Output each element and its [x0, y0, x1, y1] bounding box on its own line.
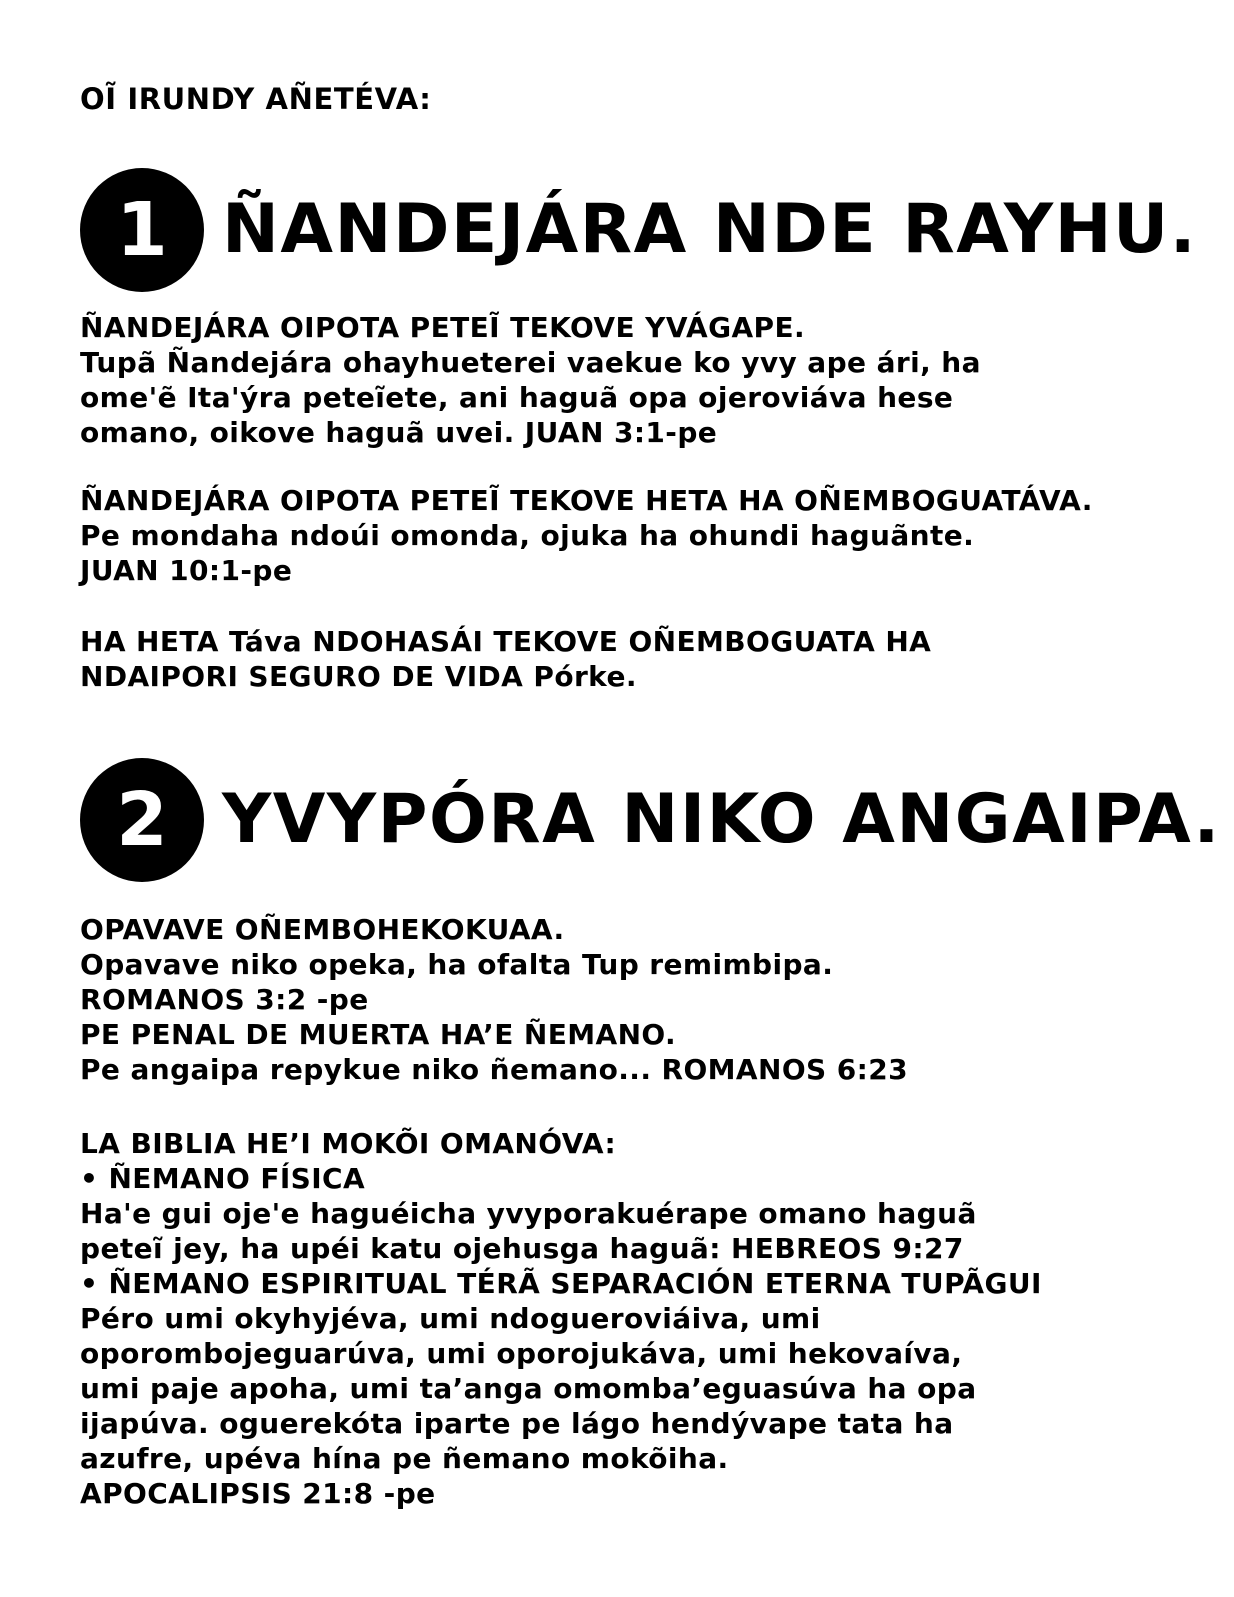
paragraph-line: azufre, upéva hína pe ñemano mokõiha. — [80, 1442, 729, 1475]
bullet-item: • ÑEMANO FÍSICA — [80, 1162, 366, 1195]
paragraph-line: ijapúva. oguerekóta iparte pe lágo hendývape tata ha — [80, 1407, 954, 1440]
paragraph-line: JUAN 10:1-pe — [80, 554, 293, 587]
paragraph-line: oporombojeguarúva, umi oporojukáva, umi hekovaíva, — [80, 1337, 963, 1370]
paragraph — [80, 483, 1200, 588]
paragraph-line: ROMANOS 3:2 -pe — [80, 983, 369, 1016]
paragraph-line: NDAIPORI SEGURO DE VIDA Pórke. — [80, 660, 637, 693]
section-heading-text: YVYPÓRA NIKO ANGAIPA. — [222, 780, 1221, 859]
paragraph — [80, 1126, 1200, 1511]
paragraph-line: APOCALIPSIS 21:8 -pe — [80, 1477, 436, 1510]
paragraph-line: ÑANDEJÁRA OIPOTA PETEĨ TEKOVE HETA HA OÑEMBOGUATÁVA. — [80, 484, 1093, 517]
paragraph-line: Ha'e gui oje'e haguéicha yvyporakuérape omano haguã — [80, 1197, 977, 1230]
paragraph-line: umi paje apoha, umi ta’anga omomba’eguasúva ha opa — [80, 1372, 977, 1405]
paragraph-line: ÑANDEJÁRA OIPOTA PETEĨ TEKOVE YVÁGAPE. — [80, 311, 806, 344]
section-number-badge: 1 — [80, 168, 204, 292]
paragraph-line: peteĩ jey, ha upéi katu ojehusga haguã: HEBREOS 9:27 — [80, 1232, 964, 1265]
paragraph — [80, 310, 1200, 450]
section-1-heading — [80, 168, 1197, 292]
page-title: OĨ IRUNDY AÑETÉVA: — [80, 82, 432, 116]
paragraph — [80, 912, 1200, 1087]
paragraph-line: OPAVAVE OÑEMBOHEKOKUAA. — [80, 913, 565, 946]
bullet-item: • ÑEMANO ESPIRITUAL TÉRÃ SEPARACIÓN ETERNA TUPÃGUI — [80, 1267, 1042, 1300]
paragraph — [80, 624, 1200, 694]
paragraph-line: PE PENAL DE MUERTA HA’E ÑEMANO. — [80, 1018, 677, 1051]
paragraph-line: omano, oikove haguã uvei. JUAN 3:1-pe — [80, 416, 718, 449]
paragraph-line: Opavave niko opeka, ha ofalta Tup remimbipa. — [80, 948, 834, 981]
tract-page — [80, 0, 1221, 1597]
paragraph-line: ome'ẽ Ita'ýra peteĩete, ani haguã opa ojeroviáva hese — [80, 381, 954, 414]
section-number-badge: 2 — [80, 758, 204, 882]
paragraph-line: Pe angaipa repykue niko ñemano... ROMANOS 6:23 — [80, 1053, 908, 1086]
paragraph-line: LA BIBLIA HE’I MOKÕI OMANÓVA: — [80, 1127, 617, 1160]
section-2-heading — [80, 758, 1221, 882]
paragraph-line: Pe mondaha ndoúi omonda, ojuka ha ohundi haguãnte. — [80, 519, 975, 552]
paragraph-line: Tupã Ñandejára ohayhueterei vaekue ko yvy ape ári, ha — [80, 346, 981, 379]
section-heading-text: ÑANDEJÁRA NDE RAYHU. — [222, 190, 1198, 269]
paragraph-line: Péro umi okyhyjéva, umi ndogueroviáiva, umi — [80, 1302, 821, 1335]
paragraph-line: HA HETA Táva NDOHASÁI TEKOVE OÑEMBOGUATA HA — [80, 625, 932, 658]
